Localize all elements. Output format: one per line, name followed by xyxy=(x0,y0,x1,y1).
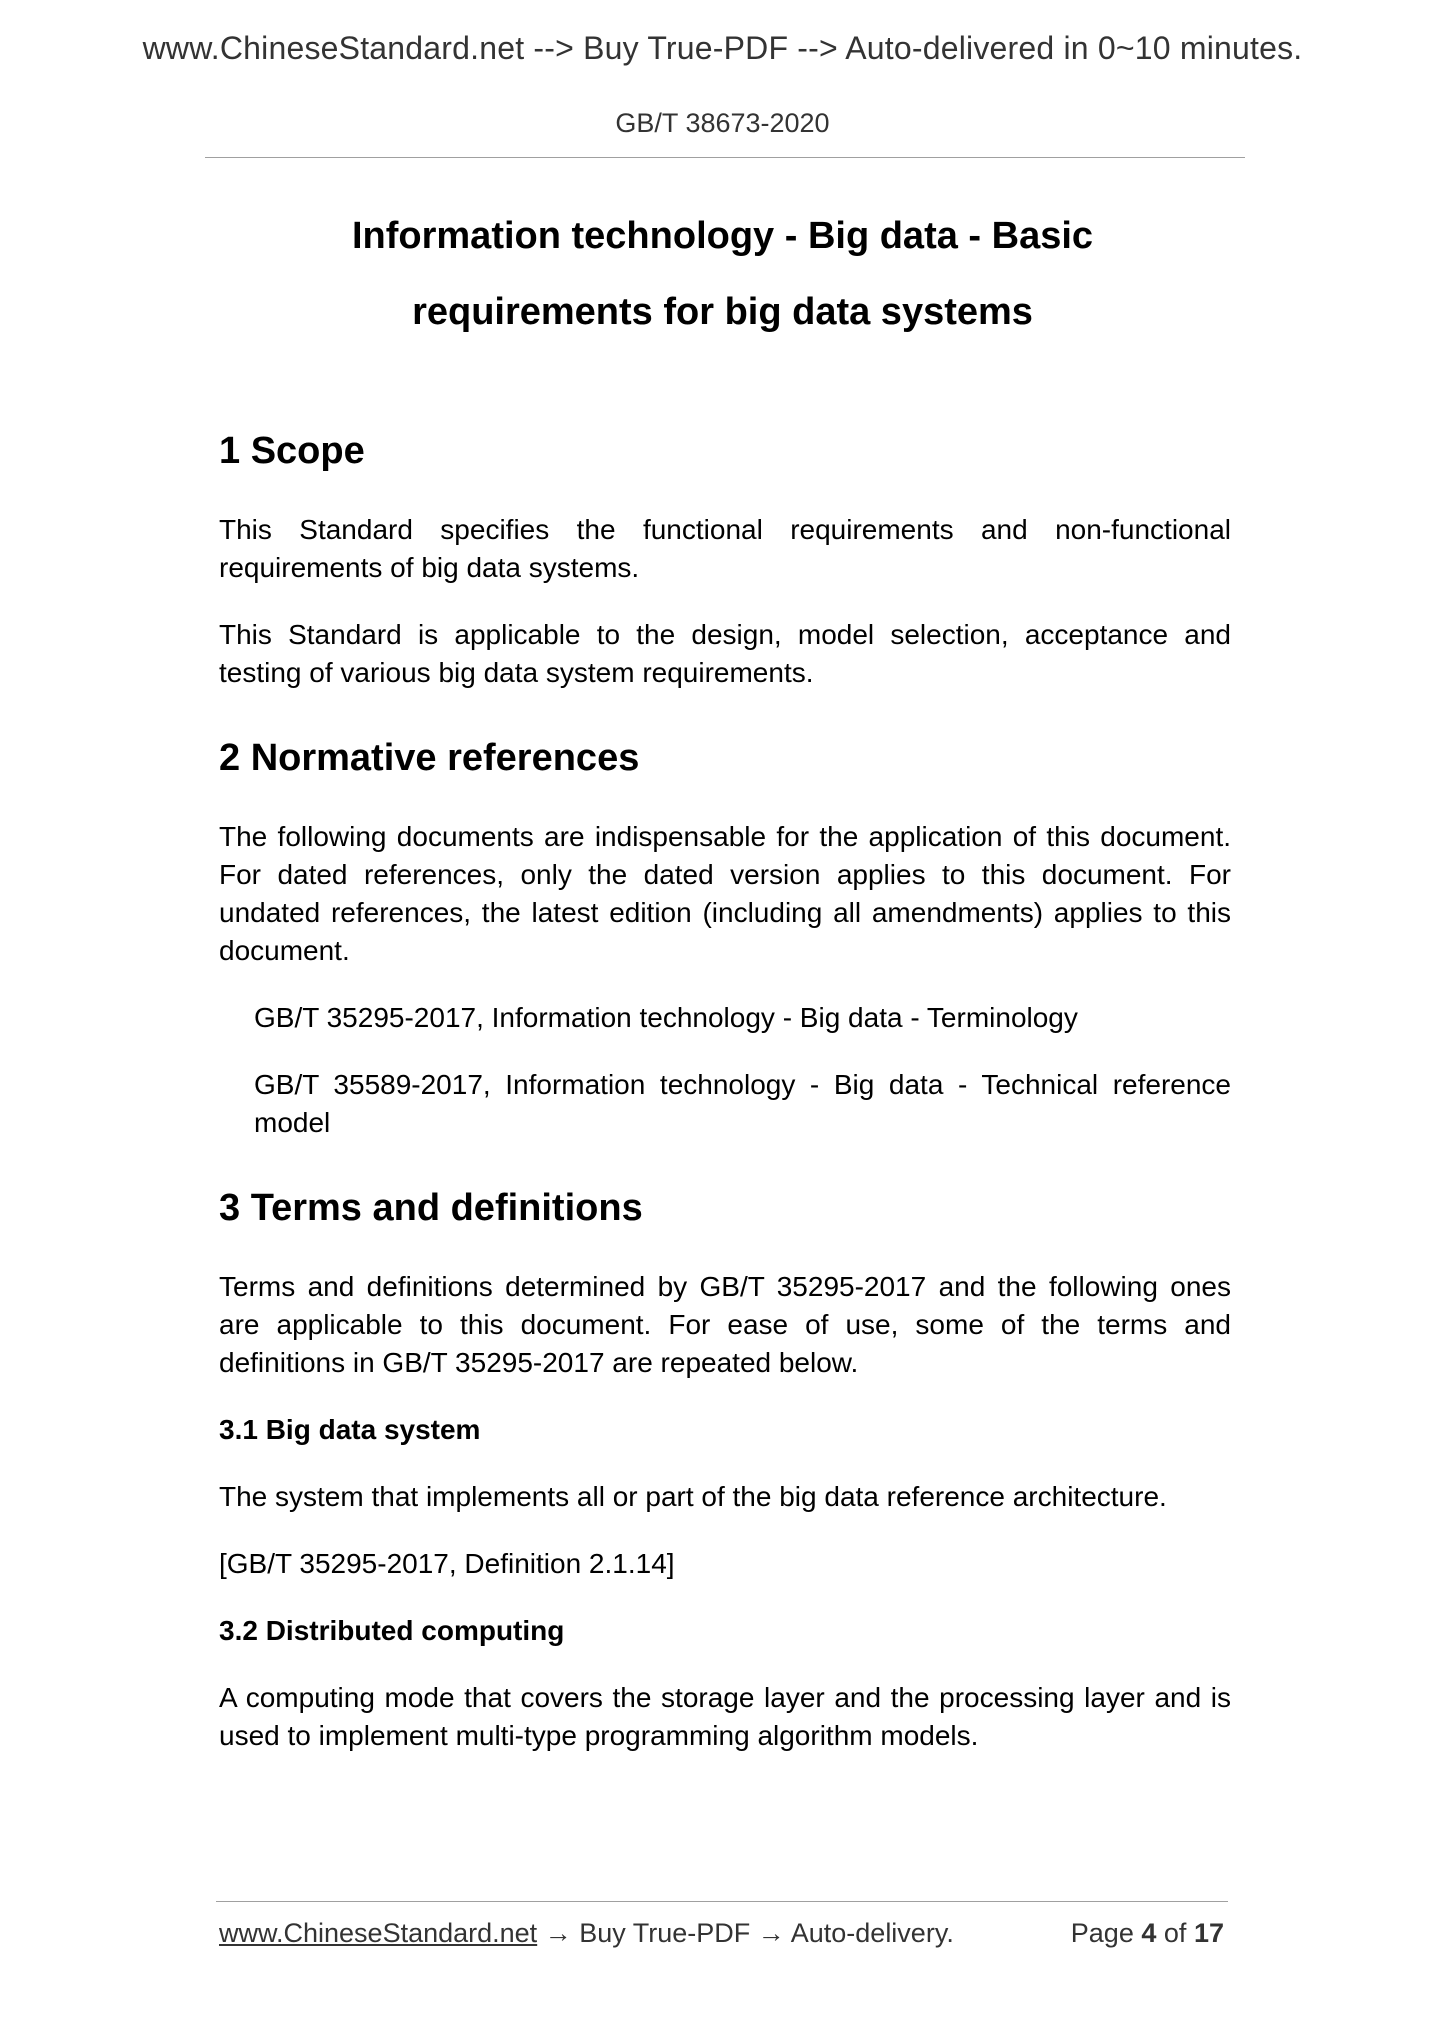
normative-paragraph: The following documents are indispensable for the application of this document. For dated references, only the dated version applies to this document. For undated references, the latest edition (including all amendments) applies to this document. xyxy=(219,821,1231,966)
terms-paragraph: Terms and definitions determined by GB/T 35295-2017 and the following ones are applicable to this document. For ease of use, some of the terms and definitions in GB/T 35295-2017 are repeated below. xyxy=(219,1271,1231,1378)
term-heading-big-data-system: 3.1 Big data system xyxy=(219,1414,481,1445)
header-divider xyxy=(205,157,1245,158)
term-heading-distributed-computing: 3.2 Distributed computing xyxy=(219,1615,565,1646)
document-number: GB/T 38673-2020 xyxy=(615,108,830,138)
term-source-big-data-system: [GB/T 35295-2017, Definition 2.1.14] xyxy=(219,1548,675,1579)
footer-left xyxy=(219,1918,954,1949)
title-line-1: Information technology - Big data - Basic xyxy=(351,215,1094,257)
title-line-2: requirements for big data systems xyxy=(412,291,1033,333)
footer-divider xyxy=(216,1901,1228,1902)
current-page-number: 4 xyxy=(1141,1918,1157,1948)
page-label: Page xyxy=(1070,1918,1134,1948)
total-page-count: 17 xyxy=(1193,1918,1224,1948)
reference-item-2: GB/T 35589-2017, Information technology - Big data - Technical reference model xyxy=(254,1069,1231,1138)
reference-item-1: GB/T 35295-2017, Information technology - Big data - Terminology xyxy=(254,1002,1078,1033)
scope-paragraph-1: This Standard specifies the functional requirements and non-functional requirements of big data systems. xyxy=(219,514,1231,583)
footer-site-link[interactable]: www.ChineseStandard.net xyxy=(219,1918,538,1948)
scope-paragraph-2: This Standard is applicable to the design, model selection, acceptance and testing of various big data system requirements. xyxy=(219,619,1231,688)
of-label: of xyxy=(1163,1918,1187,1948)
term-definition-distributed-computing: A computing mode that covers the storage layer and the processing layer and is used to implement multi-type programming algorithm models. xyxy=(219,1682,1231,1751)
site-banner: www.ChineseStandard.net --> Buy True-PDF --> Auto-delivered in 0~10 minutes. xyxy=(142,30,1303,66)
document-title xyxy=(0,198,1445,350)
section-heading-normative-references: 2 Normative references xyxy=(219,737,640,779)
footer-tagline: → Buy True-PDF → Auto-delivery. xyxy=(537,1918,954,1948)
section-heading-scope: 1 Scope xyxy=(219,430,365,472)
section-heading-terms: 3 Terms and definitions xyxy=(219,1187,643,1229)
document-body xyxy=(219,425,1231,1755)
page-indicator xyxy=(1071,1918,1224,1949)
term-definition-big-data-system: The system that implements all or part of the big data reference architecture. xyxy=(219,1481,1167,1512)
